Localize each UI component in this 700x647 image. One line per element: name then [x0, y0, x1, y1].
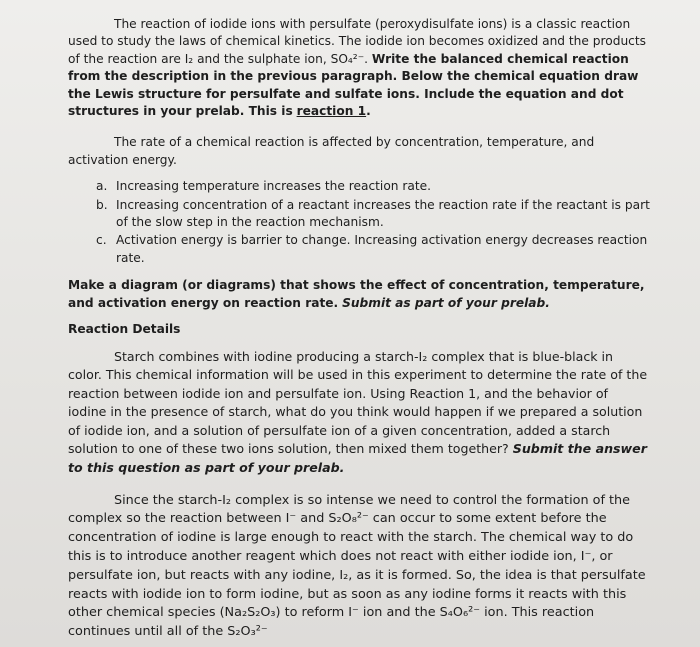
- rate-factor-list: [68, 178, 650, 267]
- complex-paragraph: Since the starch-I₂ complex is so intense we need to control the formation of the complex so the reaction between I⁻ and S₂O₈²⁻ can occur to some extent before the concentration of iodine is large enough to react with the starch. The chemical way to do this is to introduce another reagent which does not react with either iodide ion, I⁻, or persulfate ion, but reacts with any iodine, I₂, as it is formed. So, the idea is that persulfate reacts with iodide ion to form iodine, but as soon as any iodine forms it reacts with this other chemical species (Na₂S₂O₃) to reform I⁻ ion and the S₄O₆²⁻ ion. This reaction continues until all of the S₂O₃²⁻: [68, 492, 646, 640]
- diagram-submit-note: Submit as part of your prelab.: [342, 295, 550, 310]
- intro-instruction: Write the balanced chemical reaction from the description in the previous paragraph. Below the chemical equation draw the Lewis structure for persulfate and sulfate ions. Include the equation and dot structures in your prelab. This is: [68, 51, 639, 119]
- list-item-text: Activation energy is barrier to change. Increasing activation energy decreases reaction rate.: [116, 233, 648, 265]
- list-item: [68, 232, 650, 267]
- reaction-1-reference: reaction 1: [296, 104, 367, 119]
- starch-submit-note: Submit the answer to this question as part of your prelab.: [68, 441, 647, 476]
- diagram-instruction: [68, 277, 650, 312]
- diagram-instruction-text: Make a diagram (or diagrams) that shows the effect of concentration, temperature, and activation energy on reaction rate.: [68, 278, 645, 310]
- list-item: [68, 197, 650, 232]
- intro-period: .: [366, 104, 371, 119]
- page-content: [68, 16, 650, 642]
- list-item-text: Increasing concentration of a reactant increases the reaction rate if the reactant is part of the slow step in the reaction mechanism.: [116, 197, 650, 230]
- list-marker: c.: [96, 233, 107, 248]
- section-heading: Reaction Details: [68, 322, 181, 337]
- list-item-text: Increasing temperature increases the reaction rate.: [116, 179, 432, 194]
- list-marker: b.: [96, 197, 108, 212]
- starch-paragraph: [68, 348, 650, 478]
- rate-intro-paragraph: The rate of a chemical reaction is affected by concentration, temperature, and activation energy.: [68, 135, 595, 167]
- intro-paragraph: [68, 16, 650, 120]
- intro-sentence: The reaction of iodide ions with persulfate (peroxydisulfate ions) is a classic reaction used to study the laws of chemical kinetics. The iodide ion becomes oxidized and the products of the reaction are I₂ and the sulphate ion, SO₄²⁻.: [68, 17, 647, 66]
- starch-paragraph-text: Starch combines with iodine producing a starch-I₂ complex that is blue-black in color. This chemical information will be used in this experiment to determine the rate of the reaction between iodide ion and persulfate ion. Using Reaction 1, and the behavior of iodine in the presence of starch, what do you think would happen if we prepared a solution of iodide ion, and a solution of persulfate ion of a given concentration, added a starch solution to one of these two ions solution, then mixed them together?: [68, 348, 648, 457]
- list-item: [68, 178, 650, 195]
- list-marker: a.: [96, 179, 108, 194]
